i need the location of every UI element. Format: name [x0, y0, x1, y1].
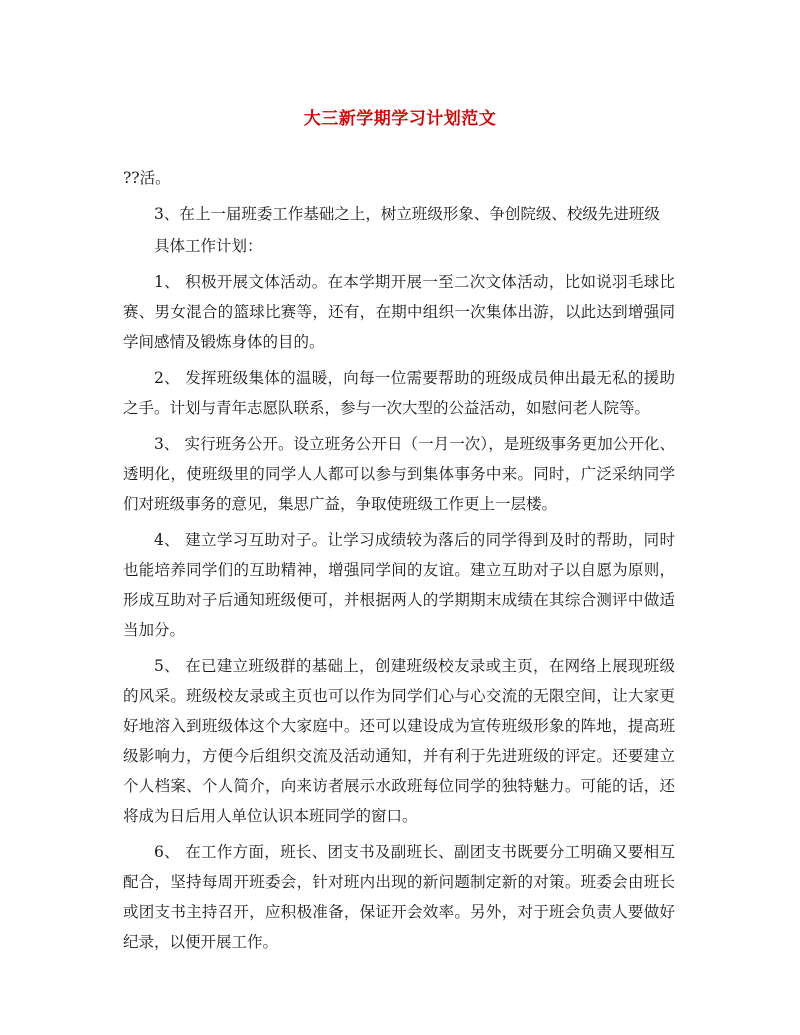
paragraph-item-6: 6、 在工作方面，班长、团支书及副班长、副团支书既要分工明确又要相互配合，坚持每周开班委会，针对班内出现的新问题制定新的对策。班委会由班长或团支书主持召开，应积极准备，保证开会效率。另外，对于班会负责人要做好纪录，以便开展工作。 — [123, 843, 675, 951]
paragraph-item-5: 5、 在已建立班级群的基础上，创建班级校友录或主页，在网络上展现班级的风采。班级校友录或主页也可以作为同学们心与心交流的无限空间，让大家更好地溶入到班级体这个大家庭中。还可以建设成为宣传班级形象的阵地，提高班级影响力，方便今后组织交流及活动通知，并有利于先进班级的评定。还要建立个人档案、个人简介，向来访者展示水政班每位同学的独特魅力。可能的话，还将成为日后用人单位认识本班同学的窗口。 — [123, 657, 675, 825]
paragraph-plan-heading: 具体工作计划： — [154, 237, 263, 255]
paragraph-item-2: 2、 发挥班级集体的温暖，向每一位需要帮助的班级成员伸出最无私的援助之手。计划与青年志愿队联系，参与一次大型的公益活动，如慰问老人院等。 — [123, 369, 675, 417]
paragraph-continuation: ??活。 — [123, 169, 171, 187]
document-title: 大三新学期学习计划范文 — [303, 109, 497, 129]
document-body — [123, 163, 675, 963]
paragraph-goal-3: 3、在上一届班委工作基础之上，树立班级形象、争创院级、校级先进班级 — [154, 205, 660, 223]
paragraph-item-4: 4、 建立学习互助对子。让学习成绩较为落后的同学得到及时的帮助，同时也能培养同学们的互助精神，增强同学间的友谊。建立互助对子以自愿为原则，形成互助对子后通知班级便可，并根据两人的学期期末成绩在其综合测评中做适当加分。 — [123, 531, 675, 639]
paragraph-item-1: 1、 积极开展文体活动。在本学期开展一至二次文体活动，比如说羽毛球比赛、男女混合的篮球比赛等，还有，在期中组织一次集体出游，以此达到增强同学间感情及锻炼身体的目的。 — [123, 273, 675, 351]
paragraph-item-3: 3、 实行班务公开。设立班务公开日（一月一次），是班级事务更加公开化、透明化，使班级里的同学人人都可以参与到集体事务中来。同时，广泛采纳同学们对班级事务的意见，集思广益，争取使班级工作更上一层楼。 — [123, 435, 675, 513]
